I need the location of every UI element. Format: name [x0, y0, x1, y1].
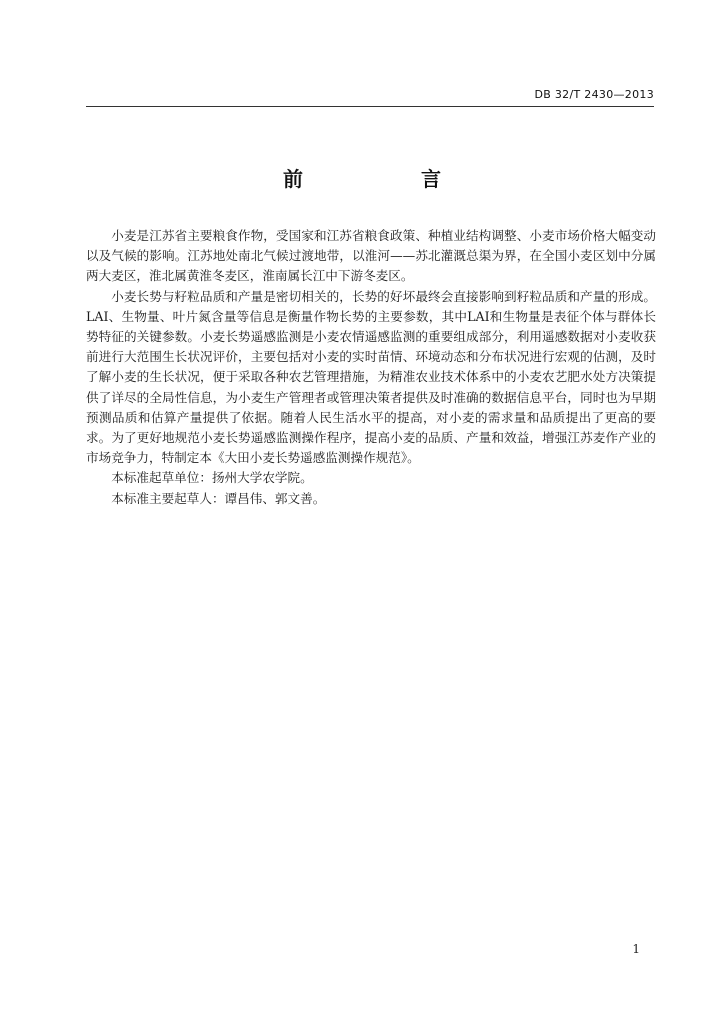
paragraph-drafting-unit: 本标准起草单位：扬州大学农学院。 — [111, 470, 313, 486]
paragraph-background: 小麦是江苏省主要粮食作物，受国家和江苏省粮食政策、种植业结构调整、小麦市场价格大幅变动以及气候的影响。江苏地处南北气候过渡地带，以淮河——苏北灌溉总渠为界，在全国小麦区划中分属两大麦区，淮北属黄淮冬麦区，淮南属长江中下游冬麦区。 — [86, 228, 656, 284]
foreword-body — [86, 226, 656, 509]
header-divider — [86, 106, 654, 107]
page-number: 1 — [632, 942, 640, 956]
paragraph-drafters: 本标准主要起草人：谭昌伟、郭文善。 — [111, 490, 326, 506]
standard-code: DB 32/T 2430—2013 — [534, 88, 654, 101]
page-title: 前 言 — [283, 167, 467, 191]
paragraph-purpose: 小麦长势与籽粒品质和产量是密切相关的，长势的好坏最终会直接影响到籽粒品质和产量的形成。LAI、生物量、叶片氮含量等信息是衡量作物长势的主要参数，其中LAI和生物量是表征个体与群体长势特征的关键参数。小麦长势遥感监测是小麦农情遥感监测的重要组成部分，利用遥感数据对小麦收获前进行大范围生长状况评价，主要包括对小麦的实时苗情、环境动态和分布状况进行宏观的估测，及时了解小麦的生长状况，便于采取各种农艺管理措施，为精准农业技术体系中的小麦农艺肥水处方决策提供了详尽的全局性信息，为小麦生产管理者或管理决策者提供及时准确的数据信息平台，同时也为早期预测品质和估算产量提供了依据。随着人民生活水平的提高，对小麦的需求量和品质提出了更高的要求。为了更好地规范小麦长势遥感监测操作程序，提高小麦的品质、产量和效益，增强江苏麦作产业的市场竞争力，特制定本《大田小麦长势遥感监测操作规范》。 — [86, 288, 656, 466]
